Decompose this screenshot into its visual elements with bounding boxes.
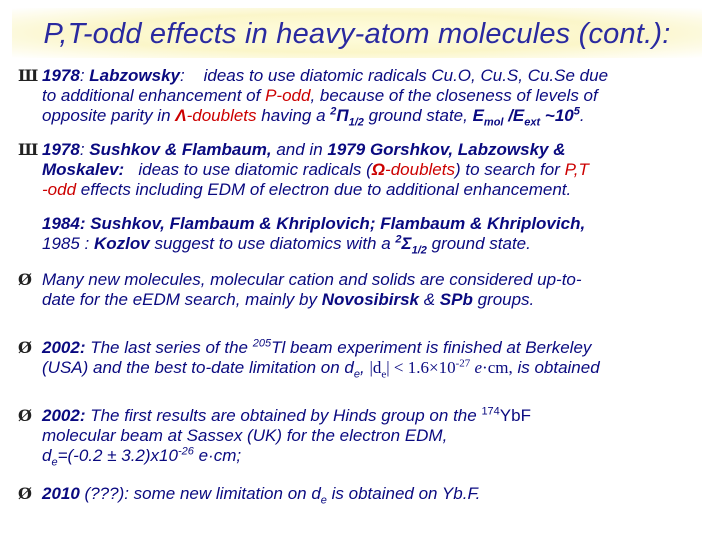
item-1978-1979 (18, 140, 718, 200)
yb-result: $d_e=(-0.2 \pm 3.2)x10^{-26}$ e·cm; (42, 445, 242, 469)
limit-expression: $|d_e| < 1.6\times 10^{-27}$ e·cm, (369, 357, 513, 381)
item-4-text: Many new molecules, molecular cation and solids are considered up-to- date for the eEDM search, mainly by Novosibirsk & SPb groups. (42, 270, 582, 309)
square-bullet-icon: Ш (18, 66, 39, 85)
item-2002-hinds (18, 405, 718, 469)
item-1-text: 1978: Labzowsky: ideas to use diatomic radicals Cu.O, Cu.S, Cu.Se due to additional enhancement of P-odd, because of the closeness of levels of opposite parity in Λ-doublets having a $^2\Pi_{1/2}$ ground state, $E_{mol}$ $/E_{ext}$ $\sim 10^5$. (42, 66, 609, 129)
slide-title: P,T-odd effects in heavy-atom molecules (cont.): (43, 18, 671, 50)
omega-doublets: Ω-doublets (371, 160, 455, 179)
item-5-text: 2002: The last series of the $^{205}$Tl beam experiment is finished at Berkeley (USA) and the best to-date limitation on $d_e$, $|d_e| < 1.6\times 10^{-27}$ e·cm, is obtained (42, 337, 600, 381)
arrow-bullet-icon: Ø (18, 484, 32, 503)
item-3-text: 1984: Sushkov, Flambaum & Khriplovich; Flambaum & Khriplovich, 1985 : Kozlov suggest to use diatomics with a $^2\Sigma_{1/2}$ ground state. (42, 214, 586, 257)
item-7-text: 2010 (???): some new limitation on $d_e$ is obtained on Yb.F. (42, 484, 481, 507)
lambda-doublets: Λ-doublets (175, 106, 257, 125)
item-2010 (18, 484, 718, 507)
title-banner (12, 8, 702, 58)
item-new-molecules (18, 270, 718, 310)
item-2-text: 1978: Sushkov & Flambaum, and in 1979 Gorshkov, Labzowsky & Moskalev: ideas to use diatomic radicals (Ω-doublets) to search for P,T -odd effects including EDM of electron due to additional enhancement. (42, 140, 589, 199)
arrow-bullet-icon: Ø (18, 406, 32, 425)
item-2002-berkeley (18, 337, 718, 381)
square-bullet-icon: Ш (18, 140, 39, 159)
arrow-bullet-icon: Ø (18, 338, 32, 357)
item-6-text: 2002: The first results are obtained by Hinds group on the $^{174}$YbF molecular beam at Sassex (UK) for the electron EDM, $d_e=(-0.2 \pm 3.2)x10^{-26}$ e·cm; (42, 406, 718, 466)
item-1984-1985 (18, 214, 718, 257)
item-1978-labzowsky (18, 66, 718, 129)
arrow-bullet-icon: Ø (18, 270, 32, 289)
